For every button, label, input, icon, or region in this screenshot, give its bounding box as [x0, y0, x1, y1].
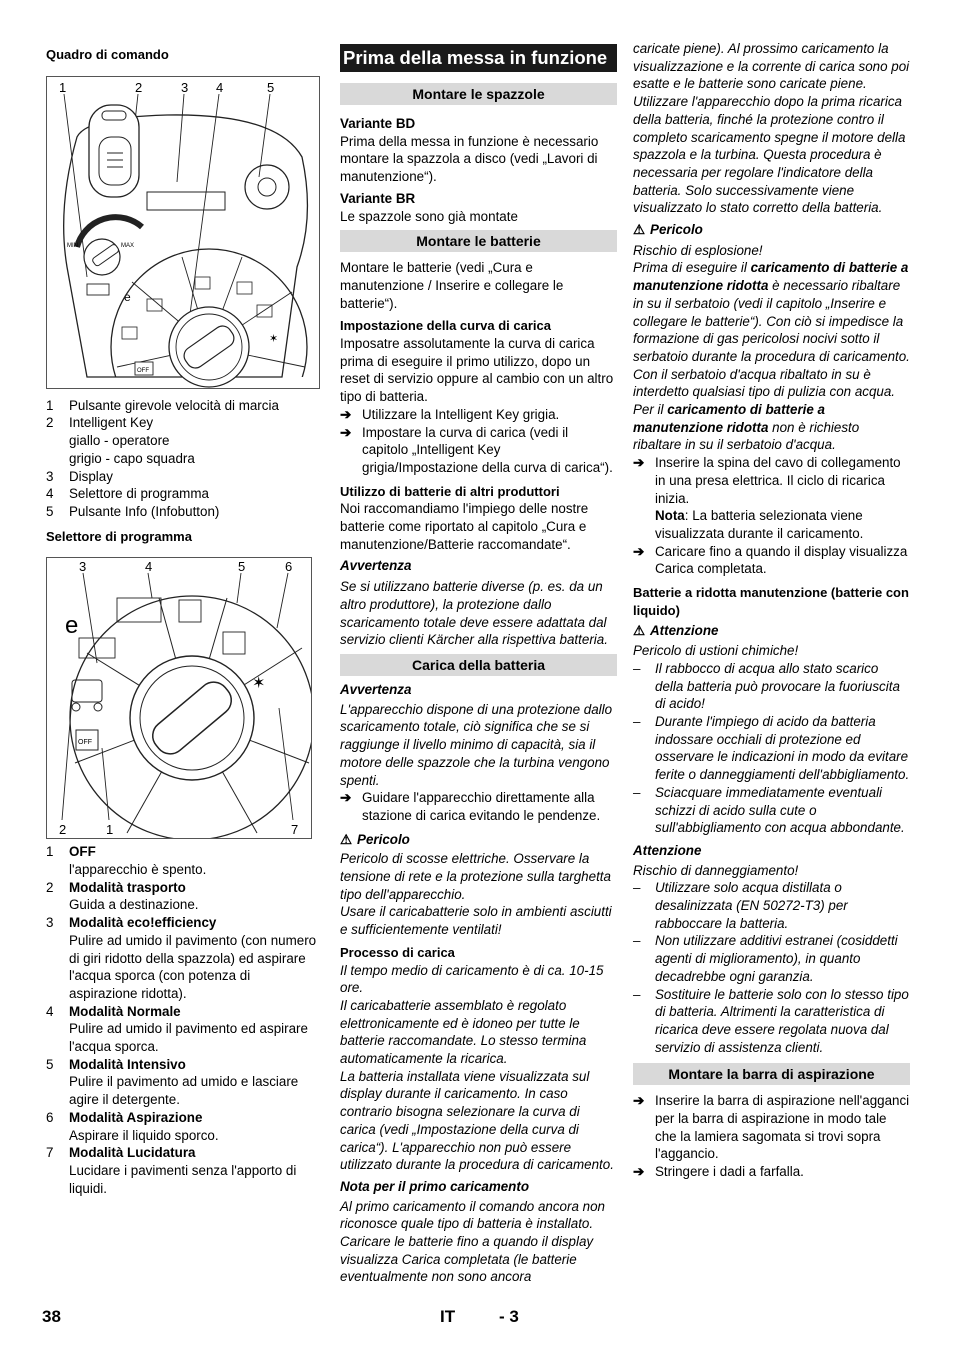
program-row-suction: 6 Modalità Aspirazione Aspirare il liquido sporco. [46, 1109, 219, 1143]
program-selector-drawing [47, 558, 311, 838]
fig1-label-5: 5 [267, 79, 275, 95]
danger1-heading: ⚠ Pericolo [340, 831, 410, 847]
section-heading-brushes: Montare le spazzole [340, 83, 617, 105]
danger2-line1: Rischio di esplosione! [633, 242, 763, 258]
legend-row: 2 Intelligent Key [46, 415, 154, 431]
other-batteries-heading: Utilizzo di batterie di altri produttori [340, 483, 560, 499]
variant-br-text: Le spazzole sono già montate [340, 208, 518, 224]
section-heading-squeegee: Montare la barra di aspirazione [633, 1063, 910, 1085]
attention2-item: – Sostituire le batterie solo con lo stesso tipo di batteria. Altrimenti la caratteristica di ricarica deve essere regolata nuova dal servizio di assistenza clienti. [633, 986, 909, 1055]
batteries-text: Montare le batterie (vedi „Cura e manutenzione / Inserire e collegare le batterie“). [340, 260, 564, 311]
control-panel-figure [46, 76, 320, 389]
fig2-label-7: 7 [291, 822, 299, 838]
curve-step: ➔ Impostare la curva di carica (vedi il capitolo „Intelligent Key grigia/Impostazione della curva di carica“). [340, 424, 613, 475]
first-charge-continuation: caricate piene). Al prossimo caricamento la visualizzazione e la corrente di carica sono poi esatte e le batterie sono caricate piene. Utilizzare l'apparecchio dopo la prima ricarica della batteria, finché la protezione contro il completo scaricamento spegne il motore della spazzola e la turbina. Questa procedura è necessaria per regolare l'indicatore della batteria. Solo successivamente viene visualizzato lo stato corretto della batteria. [633, 41, 910, 216]
program-legend [46, 843, 321, 1197]
danger2-text: Prima di eseguire il caricamento di batterie a manutenzione ridotta è necessario ribaltare in su il serbatoio (vedi il capitolo „Inserire e collegare le batterie“). Con ciò si impedisce la formazione di gas pericolosi nocivi sotto il serbatoio durante la procedura di caricamento. [633, 260, 910, 364]
squeegee-step: ➔ Inserire la barra di aspirazione nell'agganci per la barra di aspirazione in modo tale che la lamiera sagomata si trovi sopra l'aggancio. [633, 1093, 910, 1162]
attention1-item: – Durante l'impiego di acido da batteria indossare occhiali di protezione ed osservare le indicazioni in modo da evitare ferite o danneggiamenti dell'abbigliamento. [633, 714, 910, 783]
program-selector-heading: Selettore di programma [46, 528, 192, 544]
curve-heading: Impostazione della curva di carica [340, 318, 551, 334]
legend-row: 3 Display [46, 468, 113, 484]
section-heading-charging: Carica della batteria [340, 654, 617, 676]
control-panel-drawing [47, 77, 319, 388]
program-row-transport: 2 Modalità trasporto Guida a destinazione. [46, 879, 199, 913]
process-text3: La batteria installata viene visualizzata sul display durante il caricamento. In caso contrario bisogna selezionare la curva di carica (vedi „Impostazione della curva di carica“). L'apparecchio non può essere utilizzato durante la procedura di caricamento. [340, 1068, 614, 1173]
legend-row: 1 Pulsante girevole velocità di marcia [46, 397, 279, 413]
svg-text:✶: ✶ [269, 332, 279, 345]
variant-br-heading: Variante BR [340, 190, 416, 206]
charge-step: ➔ Inserire la spina del cavo di collegamento in una presa elettrica. Il ciclo di ricarica inizia. Nota: La batteria selezionata viene visualizzata durante il caricamento. [633, 455, 901, 541]
process-heading: Processo di carica [340, 944, 455, 960]
danger2-text2: Con il serbatoio d'acqua ribaltato in su è interdetto qualsiasi tipo di pulizia con acqua. Per il caricamento di batterie a manutenzione ridotta non è richiesto ribaltare in su il serbatoio d'acqua. [633, 366, 896, 453]
fig1-label-3: 3 [181, 79, 189, 95]
attention2-heading: Attenzione [633, 842, 702, 858]
squeegee-step: ➔ Stringere i dadi a farfalla. [633, 1164, 804, 1180]
off-label: OFF [78, 739, 92, 747]
fig1-label-2: 2 [135, 79, 143, 95]
charge-step: ➔ Caricare fino a quando il display visualizza Carica completata. [633, 543, 908, 577]
column-left [46, 40, 321, 1197]
program-row-intensive: 5 Modalità Intensivo Pulire il pavimento ad umido e lasciare agire il detergente. [46, 1056, 299, 1108]
process-text: Il tempo medio di caricamento è di ca. 10-15 ore. [340, 962, 604, 996]
legend-row: grigio - capo squadra [69, 450, 195, 466]
variant-bd-text: Prima della messa in funzione è necessario montare la spazzola a disco (vedi „Lavori di manutenzione“). [340, 133, 599, 185]
notice2-heading: Avvertenza [340, 681, 412, 697]
fig1-label-1: 1 [59, 79, 67, 95]
column-middle [340, 40, 617, 1286]
danger2-heading: ⚠ Pericolo [633, 222, 703, 238]
program-row-eco: 3 Modalità eco!efficiency Pulire ad umido il pavimento (con numero di giri ridotto della spazzola) ed aspirare l'acqua sporca (con potenza di aspirazione ridotta). [46, 915, 317, 1001]
first-charge-text: Al primo caricamento il comando ancora non riconosce quale tipo di batteria è installato. Caricare le batterie fino a quando il display visualizza Carica completata (le batterie eventualmente non sono ancora [340, 1198, 605, 1285]
svg-text:✶: ✶ [252, 675, 266, 693]
first-charge-heading: Nota per il primo caricamento [340, 1178, 530, 1194]
attention2-item: – Non utilizzare additivi estranei (cosiddetti agenti di miglioramento), in quanto decadrebbe ogni garanzia. [633, 933, 898, 984]
variant-bd-heading: Variante BD [340, 116, 416, 131]
low-maintenance-heading: Batterie a ridotta manutenzione (batterie con liquido) [633, 585, 909, 618]
page-number: 38 [42, 1307, 61, 1326]
min-label: MIN [67, 242, 78, 249]
page-sub-number: - 3 [499, 1307, 519, 1326]
fig2-label-2: 2 [59, 822, 67, 838]
program-row-off: 1 OFF l'apparecchio è spento. [46, 844, 207, 878]
notice1-text: Se si utilizzano batterie diverse (p. es. da un altro produttore), la protezione dallo scaricamento totale deve essere adattata dal servizio clienti Kärcher alla rispettiva batteria. [340, 579, 608, 648]
fig2-label-5: 5 [238, 559, 246, 575]
danger1-text2: Usare il caricabatterie solo in ambienti asciutti e sufficientemente ventilati! [340, 904, 612, 938]
svg-text:e: e [65, 612, 79, 640]
fig2-label-6: 6 [285, 559, 293, 575]
control-panel-legend [46, 397, 321, 521]
attention2-line1: Rischio di danneggiamento! [633, 862, 799, 878]
legend-row: 5 Pulsante Info (Infobutton) [46, 503, 220, 519]
charging-step: ➔ Guidare l'apparecchio direttamente alla stazione di carica evitando le pendenze. [340, 790, 601, 823]
section-heading-batteries: Montare le batterie [340, 230, 617, 252]
program-row-polish: 7 Modalità Lucidatura Lucidare i pavimenti senza l'apporto di liquidi. [46, 1145, 297, 1196]
warning-icon: ⚠ [633, 622, 646, 638]
language-code: IT [440, 1307, 456, 1326]
column-right [633, 40, 910, 1181]
fig1-label-4: 4 [216, 79, 224, 95]
legend-row: 4 Selettore di programma [46, 486, 209, 502]
curve-step: ➔ Utilizzare la Intelligent Key grigia. [340, 406, 560, 422]
curve-text: Imposatre assolutamente la curva di carica prima di eseguire il primo utilizzo, dopo un reset di servizio oppure al cambio con un altro tipo di batteria. [340, 336, 614, 405]
section-main-heading: Prima della messa in funzione [340, 44, 617, 72]
attention1-heading: ⚠ Attenzione [633, 622, 719, 638]
max-label: MAX [121, 242, 135, 249]
program-row-normal: 4 Modalità Normale Pulire ad umido il pavimento ed aspirare l'acqua sporca. [46, 1003, 308, 1055]
other-batteries-text: Noi raccomandiamo l'impiego delle nostre batterie come riportato al capitolo „Cura e manutenzione/Batterie raccomandate“. [340, 501, 589, 552]
attention1-item: – Sciacquare immediatamente eventuali schizzi di acido sulla cute o sull'abbigliamento con acqua abbondante. [633, 784, 905, 836]
fig2-label-4: 4 [145, 559, 153, 575]
legend-row: giallo - operatore [69, 433, 170, 449]
off-label-small: OFF [137, 367, 149, 374]
process-text2: Il caricabatterie assemblato è regolato elettronicamente ed è idoneo per tutte le batterie raccomandate. Lo stesso termina automaticamente la ricarica. [340, 997, 587, 1067]
notice2-text: L'apparecchio dispone di una protezione dallo scaricamento totale, ciò significa che se si raggiunge il livello minimo di capacità, sia il motore delle spazzole che la turbina vengono spenti. [340, 701, 613, 788]
danger1-text: Pericolo di scosse elettriche. Osservare la tensione di rete e la protezione sulla targhetta tipo dell'apparecchio. [340, 851, 611, 902]
warning-icon: ⚠ [633, 222, 646, 238]
program-selector-figure [46, 557, 312, 839]
fig2-label-1: 1 [106, 822, 114, 838]
attention1-item: – Il rabbocco di acqua allo stato scarico della batteria può provocare la fuoriuscita di acido! [633, 660, 900, 712]
control-panel-heading: Quadro di comando [46, 47, 169, 62]
svg-text:e: e [124, 289, 131, 304]
attention2-item: – Utilizzare solo acqua distillata o desalinizzata (EN 50272-T3) per rabboccare la batteria. [633, 880, 848, 931]
attention1-line1: Pericolo di ustioni chimiche! [633, 643, 799, 659]
notice1-heading: Avvertenza [340, 558, 412, 574]
warning-icon: ⚠ [340, 831, 353, 847]
fig2-label-3: 3 [79, 559, 87, 575]
